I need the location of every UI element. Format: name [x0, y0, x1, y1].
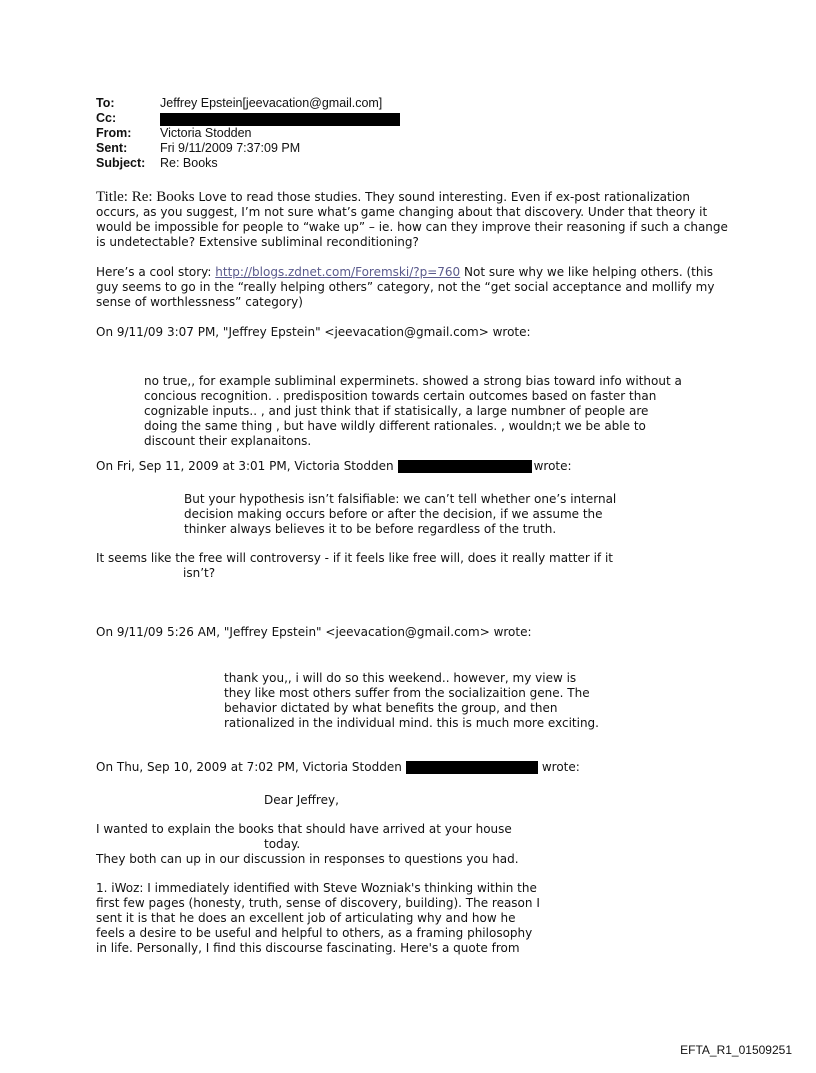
quote-1-block — [144, 374, 684, 449]
quote-3-block — [96, 551, 736, 581]
paragraph-6-text: 1. iWoz: I immediately identified with Steve Wozniak's thinking within the first few pages (honesty, truth, sense of discovery, building). The reason I sent it is that he does an excellent job of articulating why and how he feels a desire to be useful and helpful to others, as a framing philosophy in life. Personally, I find this discourse fascinating. Here's a quote from — [96, 881, 540, 955]
message-block-1 — [96, 190, 736, 250]
paragraph-5-line-3: They both can up in our discussion in responses to questions you had. — [96, 852, 519, 866]
message-block-2 — [96, 265, 736, 310]
quote-4-block — [224, 671, 604, 731]
quote-4-intro-text: On 9/11/09 5:26 AM, "Jeffrey Epstein" <jeevacation@gmail.com> wrote: — [96, 625, 532, 639]
from-value: Victoria Stodden — [160, 126, 252, 140]
subject-label: Subject: — [96, 156, 146, 170]
body-paragraph-1 — [96, 190, 736, 250]
document-id: EFTA_R1_01509251 — [680, 1043, 792, 1057]
quote-5-intro-pre: On Thu, Sep 10, 2009 at 7:02 PM, Victoria Stodden — [96, 760, 402, 774]
quote-2-block — [184, 492, 644, 537]
greeting: Dear Jeffrey, — [264, 793, 339, 807]
quote-2-intro — [96, 459, 736, 474]
sent-label: Sent: — [96, 141, 128, 155]
quote-2-intro-post: wrote: — [533, 459, 572, 473]
cc-label: Cc: — [96, 111, 117, 125]
title-lead: Title: Re: Books — [96, 189, 195, 205]
cc-redaction — [160, 113, 400, 126]
quote-5-intro-line — [96, 760, 736, 775]
paragraph-5-block — [96, 822, 736, 867]
quote-2-intro-line — [96, 459, 736, 474]
paragraph-5-line-2: today. — [264, 837, 301, 851]
to-value: Jeffrey Epstein[jeevacation@gmail.com] — [160, 96, 383, 110]
body-paragraph-2 — [96, 265, 736, 310]
sent-value: Fri 9/11/2009 7:37:09 PM — [160, 141, 301, 155]
paragraph-2-pre: Here’s a cool story: — [96, 265, 216, 279]
quote-4-text: thank you,, i will do so this weekend.. however, my view is they like most others suffer from the socializaition gene. The behavior dictated by what benefits the group, and then rationalized in the individual mind. this is much more exciting. — [224, 671, 599, 730]
quote-1-intro — [96, 325, 736, 340]
quote-2-intro-pre: On Fri, Sep 11, 2009 at 3:01 PM, Victoria Stodden — [96, 459, 394, 473]
story-link[interactable]: http://blogs.zdnet.com/Foremski/?p=760 — [215, 265, 461, 279]
to-label: To: — [96, 96, 115, 110]
quote-2-text: But your hypothesis isn’t falsifiable: we can’t tell whether one’s internal decision making occurs before or after the decision, if we assume the thinker always believes it to be before regardless of the truth. — [184, 492, 617, 536]
quote-3-line-1: It seems like the free will controversy - if it feels like free will, does it really matter if it — [96, 551, 613, 565]
quote-1-text: no true,, for example subliminal experminets. showed a strong bias toward info without a concious recognition. . predisposition towards certain outcomes based on faster than cognizable inputs.. , and just think that if statisically, a large numbner of people are doing the same thing , but have wildly different rationales. , wouldn;t we be able to discount their explanaitons. — [144, 374, 682, 448]
from-label: From: — [96, 126, 132, 140]
greeting-block — [264, 793, 564, 808]
quote-2-redaction — [398, 460, 532, 473]
paragraph-6-block — [96, 881, 566, 956]
quote-4-intro — [96, 625, 736, 640]
quote-1-intro-text: On 9/11/09 3:07 PM, "Jeffrey Epstein" <jeevacation@gmail.com> wrote: — [96, 325, 531, 339]
email-header — [96, 96, 400, 171]
quote-5-intro — [96, 760, 736, 775]
paragraph-2-post: Not sure why we like helping others. (this guy seems to go in the “really helping others” category, not the “get social acceptance and mollify my sense of worthlessness” category) — [96, 265, 715, 309]
paragraph-5-line-1: I wanted to explain the books that should have arrived at your house — [96, 822, 512, 836]
quote-5-intro-post: wrote: — [541, 760, 580, 774]
quote-5-redaction — [406, 761, 538, 774]
paragraph-1-text: Love to read those studies. They sound interesting. Even if ex-post rationalization occurs, as you suggest, I’m not sure what’s game changing about that discovery. Under that theory it would be impossible for people to “wake up” – ie. how can they improve their reasoning if such a change is undetectable? Extensive subliminal reconditioning? — [96, 190, 728, 249]
quote-3-line-2: isn’t? — [183, 566, 216, 580]
subject-value: Re: Books — [160, 156, 218, 170]
